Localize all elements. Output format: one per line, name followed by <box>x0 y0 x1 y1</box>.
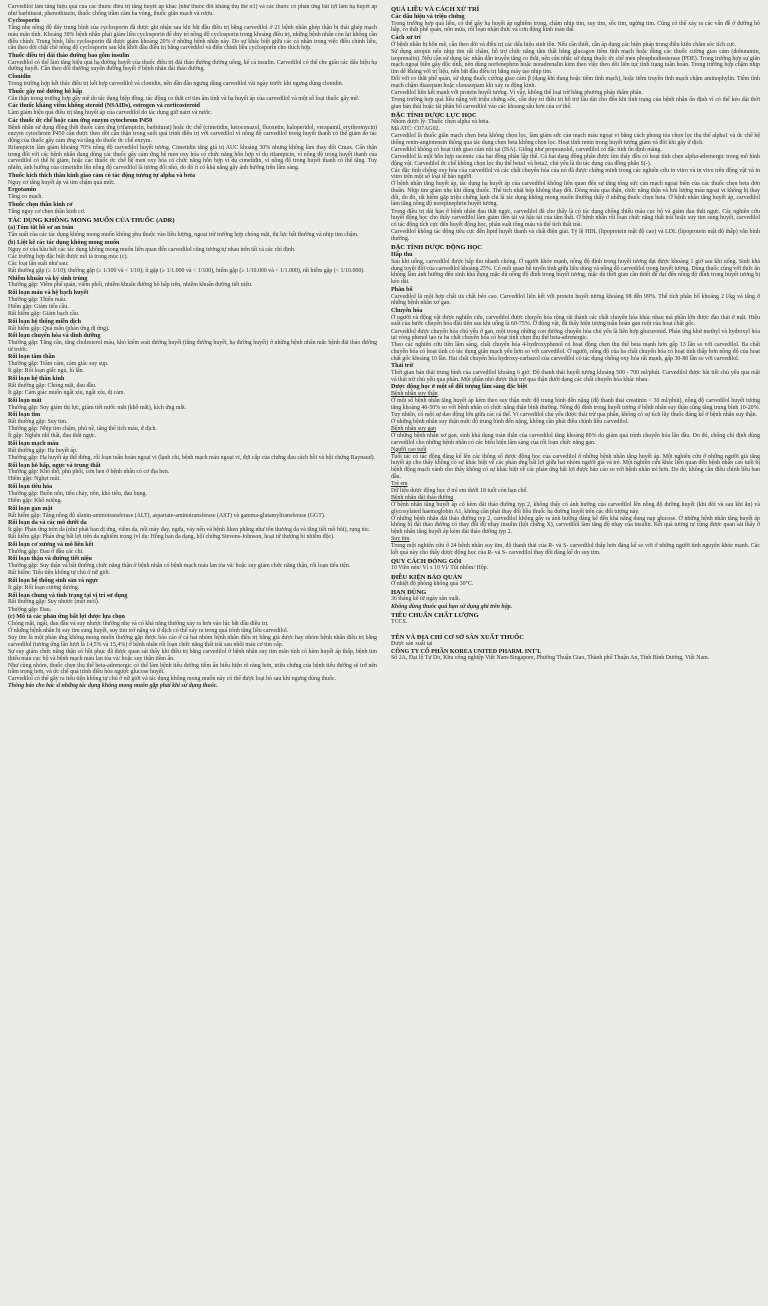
paragraph: Ở những bệnh nhân bị suy tim sung huyết, suy tim trở nặng và ứ dịch có thể xảy ra trong quá trình tăng liều carvedilol. <box>8 628 289 635</box>
paragraph: Carvedilol là một hợp chất ưa chất béo cao. Carvedilol liên kết với protein huyết tương khoảng 98 đến 99%. Thể tích phân bố khoảng 2 l/kg và tăng ở những bệnh nhân xơ gan. <box>391 293 760 307</box>
paragraph: Carvedilol được chuyển hóa chủ yếu ở gan, một trong những con đường chuyển hóa chủ yếu là liên hợp glucuronid. Phản ứng khử methyl và hydroxyl hóa tại vòng phenol tạo ra ba chất chuyển hóa có hoạt tính chẹn thụ thể beta-adrenergic. <box>391 328 760 342</box>
paragraph: Ít gặp: Rối loạn cương dương. <box>8 584 80 591</box>
paragraph: Cẩn thận trong trường hợp gây mê do tác dụng hiệp đồng, tác động co thắt cơ tim âm tính và hạ huyết áp của carvedilol và một số loại thuốc gây mê. <box>8 95 360 102</box>
subgroup-heading: Bệnh nhân đái tháo đường <box>391 494 454 501</box>
paragraph: Carvedilol liên kết mạnh với protein huyết tương. Vì vậy, không thể loại trừ bằng phương pháp thẩm phân. <box>391 89 643 96</box>
paragraph: Bệnh nhân sử dụng đồng thời thuốc cảm ứng (rifampicin, barbiturat) hoặc ức chế (cimetidin, ketoconazol, fluoxetin, haloperidol, verapamil, erythromycin) enzym cytochrom P450 cần được theo dõi cẩn thận trong suốt quá trình điều trị với carvedilol vì nồng độ carvedilol trong huyết thanh có thể giảm do tác động của thuốc gây cảm ứng và tăng do thuốc ức chế enzym. <box>8 124 377 144</box>
paragraph: Ở một số bệnh nhân tăng huyết áp kèm theo suy thận mức độ trung bình đến nặng (độ thanh thải creatinin < 30 ml/phút), nồng độ carvedilol huyết tương tăng khoảng 40-50% so với bệnh nhân có chức năng thận bình thường. Nồng độ đỉnh trong huyết tương ở bệnh nhân suy thận cũng tăng trung bình 10-20%. Tuy nhiên, có một sự dao động lớn giữa các cá thể. Vì carvedilol chủ yếu được thải trừ qua phân, không có sự tích lũy thuốc đáng kể ở bệnh nhân suy thận. <box>391 398 760 418</box>
paragraph: Ít gặp: Phản ứng trên da (như phát ban dị ứng, viêm da, nổi mày đay, ngứa, vảy nến và bệnh liken phẳng như tổn thương da và tăng tiết mồ hôi), rụng tóc. <box>8 527 371 534</box>
subsection-heading: Phân bố <box>391 286 413 293</box>
paragraph: Thường gặp: Nhịp tim chậm, phù nề, tăng thể tích máu, ứ dịch. <box>8 426 157 433</box>
subsection-heading: Thải trừ <box>391 363 414 370</box>
paragraph: Nguy cơ của hầu hết các tác dụng không mong muốn liên quan đến carvedilol cũng tương tự nhau trên tất cả các chỉ định. <box>8 246 296 253</box>
paragraph: Carvedilol là thuốc giãn mạch chẹn beta không chọn lọc, làm giảm sức cản mạch máu ngoại vi bằng cách phong tỏa chọn lọc thụ thể alpha1 và ức chế hệ thống renin-angiotensin thông qua tác dụng chẹn beta không chọn lọc. Hoạt tính renin trong huyết tương giảm và đôi khi gây ứ dịch. <box>391 133 760 146</box>
subsection-heading: Các dấu hiệu và triệu chứng <box>391 13 465 20</box>
subsection-heading: Rối loạn tiêu hóa <box>8 484 53 491</box>
subsection-heading: (b) Liệt kê các tác dụng không mong muốn <box>8 239 120 246</box>
paragraph: Hiếm gặp: Nghẹt mũi. <box>8 476 61 483</box>
subsection-heading: Nhiễm khuẩn và ký sinh trùng <box>8 275 88 282</box>
paragraph: Ít gặp: Nghẽn nhĩ thất, đau thắt ngực. <box>8 433 97 440</box>
paragraph: Như cùng nhóm, thuốc chẹn thụ thể beta-adrenergic có thể làm bệnh tiểu đường tiềm ẩn biểu hiện rõ ràng hơn, triệu chứng của bệnh tiểu đường sẽ trở nên trầm trọng hơn, và ức chế quá trình điều hòa ngược glucose huyết. <box>8 662 377 676</box>
paragraph: Ở người và động vật được nghiên cứu, carvedilol được chuyển hóa rộng rãi thành các chất chuyển hóa khác nhau mà phần lớn được đào thải ở mật. Hiệu suất của bước chuyển hóa đầu tiên sau khi uống là 60-75%. Ở động vật, đã thấy hiện tượng tuần hoàn gan ruột của hoạt chất gốc. <box>391 314 760 328</box>
section-heading: QUY CÁCH ĐÓNG GÓI <box>391 558 462 566</box>
paragraph: Nguy cơ tăng huyết áp và tim chậm quá mức. <box>8 179 116 186</box>
paragraph: Ở những bệnh nhân suy thận mức độ trung bình đến nặng, không cần phải điều chỉnh liều carvedilol. <box>391 418 629 425</box>
paragraph: Các trường hợp đặc biệt được mô tả trong mục (c). <box>8 253 128 260</box>
subsection-heading: Rối loạn máu và hệ bạch huyết <box>8 290 89 297</box>
paragraph: Ít gặp: Cảm giác muốn ngất xỉu, ngất xỉu, dị cảm. <box>8 390 125 397</box>
paragraph: Rất thường gặp: Suy nhược (mệt mỏi). <box>8 599 100 606</box>
paragraph: Thường gặp: Suy giảm thị lực, giảm tiết nước mắt (khô mắt), kích ứng mắt. <box>8 404 187 411</box>
subsection-heading: Rối loạn tim <box>8 412 41 419</box>
section-heading: ĐẶC TÍNH DƯỢC LỰC HỌC <box>391 111 477 119</box>
paragraph: Carvedilol làm tăng hiệu quả của các thuốc điều trị tăng huyết áp khác (như thuốc đối kháng thụ thể α1) và các thuốc có phản ứng bất lợi làm hạ huyết áp như barbiturat, phenothiazin, thuốc chống trầm cảm ba vòng, thuốc giãn mạch và rượu. <box>8 4 377 17</box>
paragraph: Mã ATC: C07AG02. <box>391 126 440 133</box>
paragraph: Carvedilol không tác động tiêu cực đến lipid huyết thanh và chất điện giải. Tỷ lệ HDL (lipoprotein mật độ cao) và LDL (lipoprotein mật độ thấp) vẫn bình thường. <box>391 228 760 242</box>
subsection-heading: Các thuốc ức chế hoặc cảm ứng enzym cytochrom P450 <box>8 117 153 124</box>
subsection-heading: Chuyển hóa <box>391 307 423 314</box>
subsection-heading: Cyclosporin <box>8 18 40 25</box>
paragraph: Rất hiếm gặp: Tăng nồng độ alanin-aminotransferase (ALT), aspartate-aminotransferase (AST) và gamma-glutamyltransferase (GGT). <box>8 512 326 519</box>
paragraph: Làm giảm hiệu quả điều trị tăng huyết áp của carvedilol do tác dụng giữ natri và nước. <box>8 110 213 117</box>
paragraph: Rất thường gặp: Suy tim. <box>8 419 68 426</box>
subsection-heading: Ergotamin <box>8 187 37 194</box>
section-heading: ĐẶC TÍNH DƯỢC ĐỘNG HỌC <box>391 243 483 251</box>
paragraph: Các loại tần suất như sau: <box>8 260 69 267</box>
subgroup-heading: Bệnh nhân suy thận <box>391 391 438 398</box>
subsection-heading: Rối loạn cơ xương và mô liên kết <box>8 541 94 548</box>
paragraph: Theo các nghiên cứu tiền lâm sàng, chất chuyển hóa 4-hydroxyphenol có hoạt động chẹn thụ thể beta mạnh hơn gấp 13 lần so với carvedilol. Ba chất chuyển hóa có hoạt tính có tác dụng giãn mạch yếu hơn so với carvedilol. Ở người, nồng độ của ba chất chuyển hóa có hoạt tính thấp hơn nồng độ của hoạt chất gốc khoảng 10 lần. Hai chất chuyển hóa hydroxy-carbazol của carvedilol có tác dụng chống oxy hóa rất mạnh, gấp 30-80 lần so với carvedilol. <box>391 342 760 362</box>
subsection-heading: Rối loạn mạch máu <box>8 440 59 447</box>
paragraph: Sau khi uống, carvedilol được hấp thu nhanh chóng. Ở người khỏe mạnh, nồng độ đỉnh trong huyết tương đạt được khoảng 1 giờ sau khi uống. Sinh khả dụng tuyệt đối của carvedilol khoảng 25%. Có mối quan hệ tuyến tính giữa liều dùng và nồng độ carvedilol trong huyết tương. Dùng thuốc cùng với thức ăn không làm ảnh hưởng đến sinh khả dụng mặc dù nồng độ đỉnh trong huyết tương, mặc dù thời gian cần thiết để đạt đến nồng độ đỉnh trong huyết tương bị kéo dài. <box>391 259 760 286</box>
paragraph: 36 tháng kể từ ngày sản xuất. <box>391 596 461 603</box>
paragraph: Trong điều trị dài hạn ở bệnh nhân đau thắt ngực, carvedilol đã cho thấy là có tác dụng chống thiếu máu cục bộ và giảm đau thắt ngực. Các nghiên cứu huyết động học cho thấy carvedilol làm giảm tiền tải và hậu tải của tâm thất. Ở bệnh nhân rối loạn chức năng thất trái hoặc suy tim sung huyết, carvedilol có tác động tích cực đến huyết động học, phân suất tống máu và thể tích thất trái. <box>391 208 760 228</box>
paragraph: Thường gặp: Đau ở đầu các chi. <box>8 548 84 555</box>
paragraph: Sử dụng atropin nếu nhịp tim rất chậm, hỗ trợ chức năng tâm thất bằng glucagon tiêm tĩnh mạch hoặc dùng các thuốc cường giao cảm (dobutamin, isoprenalin). Nếu cần sử dụng tác nhân dẫn truyền tăng co thắt, nên cân nhắc sử dụng thuốc ức chế men phosphodiesterase (PDE). Trong trường hợp sự giãn mạch ngoại biên gây độc tính, nên dùng norfenephrin hoặc noradrenalin kèm theo việc theo dõi liên tục tình trạng tuần hoàn. Trong trường hợp chậm nhịp tim dễ kháng với trị liệu, nên bắt đầu điều trị bằng máy tạo nhịp tim. <box>391 49 760 76</box>
paragraph: Số 2A, Đại lộ Tự Do, Khu công nghiệp Việt Nam-Singapore, Phường Thuận Giao, Thành phố Thuận An, Tỉnh Bình Dương, Việt Nam. <box>391 655 710 662</box>
subgroup-heading: Trẻ em <box>391 480 408 487</box>
paragraph: Ở nhiệt độ phòng không quá 30°C. <box>391 580 474 587</box>
subsection-heading: Rối loạn hệ thần kinh <box>8 376 65 383</box>
paragraph: Tuổi tác có tác động đáng kể lên các thông số dược động học của carvedilol ở những bệnh nhân tăng huyết áp. Một nghiên cứu ở những người già tăng huyết áp cho thấy không có sự khác biệt về các phản ứng bất lợi giữa hai nhóm người già và trẻ. Một nghiên cứu khác liên quan đến bệnh nhân cao tuổi bị bệnh động mạch vành cho thấy không có sự khác biệt về các phản ứng bất lợi được báo cáo so với bệnh nhân trẻ hơn. Do đó, không cần điều chỉnh liều ban đầu. <box>391 453 760 480</box>
paragraph: Dữ liệu dược động học ở trẻ em dưới 18 tuổi còn hạn chế. <box>391 487 528 494</box>
paragraph: Carvedilol không có hoạt tính giao cảm nội tại (ISA). Giống như propranolol, carvedilol có đặc tính ổn định màng. <box>391 146 662 153</box>
paragraph: Thường gặp: Trầm cảm, cảm giác suy sụp. <box>8 361 109 368</box>
paragraph: Trong một nghiên cứu ở 24 bệnh nhân suy tim, độ thanh thải của R- và S- carvedilol thấp hơn đáng kể so với ở những người tình nguyện khỏe mạnh. Các kết quả này cho thấy dược động học của R- và S- carvedilol thay đổi đáng kể do suy tim. <box>391 543 760 556</box>
subsection-heading: Rối loạn hô hấp, ngực và trung thất <box>8 462 101 469</box>
paragraph: Sự suy giảm chức năng thận có hồi phục đã được quan sát thấy khi điều trị bằng carvedilol ở bệnh nhân suy tim mãn tính có kèm huyết áp thấp, bệnh tim thiếu máu cục bộ và bệnh mạch máu lan tỏa và/ hoặc suy thận tiềm ẩn. <box>8 648 377 662</box>
paragraph: Rất thường gặp: Hạ huyết áp. <box>8 447 78 454</box>
subsection-heading: Rối loạn hệ thống miễn dịch <box>8 318 81 325</box>
paragraph: Rất hiếm gặp: Phản ứng bất lợi trên da nghiêm trọng (ví dụ: Hồng ban đa dạng, hội chứng Stevens-Johnson, hoại tử thượng bì nhiễm độc). <box>8 534 335 541</box>
paragraph: Rất hiếm: Tiểu tiện không tự chủ ở nữ giới. <box>8 570 111 577</box>
subsection-heading: Các thuốc kháng viêm không steroid (NSAIDs), estrogen và corticosteroid <box>8 103 200 110</box>
paragraph: Carvedilol có thể gây ra tiểu tiện không tự chủ ở nữ giới và tác dụng không mong muốn này có thể được loại bỏ sau khi ngưng dùng thuốc. <box>8 676 337 683</box>
paragraph: Ở bệnh nhân tăng huyết áp có kèm đái tháo đường typ 2, không thấy có ảnh hưởng của carvedilol lên nồng độ đường huyết (khi đói và sau khi ăn) và glycosylated haemoglobin A1, không cần phải thay đổi liều thuốc hạ đường huyết trên các đối tượng này. <box>391 502 760 515</box>
paragraph: Đối với co thắt phế quản, sử dụng thuốc cường giao cảm β (dạng khí dung hoặc tiêm tĩnh mạch), hoặc tiêm truyền tĩnh mạch chậm aminophylin. Tiêm tĩnh mạch chậm diazepam hoặc clonazepam khi xảy ra động kinh. <box>391 76 760 89</box>
section-heading: TIÊU CHUẨN CHẤT LƯỢNG <box>391 611 479 619</box>
paragraph: Thường gặp: Suy thận và bất thường chức năng thận ở bệnh nhân có bệnh mạch máu lan tỏa và/ hoặc suy giảm chức năng thận, rối loạn tiểu tiện. <box>8 563 351 570</box>
subsection-heading: Rối loạn thận và đường tiết niệu <box>8 556 92 563</box>
subsection-heading: (a) Tóm tắt hồ sơ an toàn <box>8 225 74 232</box>
subsection-heading: Rối loạn gan mật <box>8 505 53 512</box>
subgroup-heading: Bệnh nhân suy gan <box>391 425 436 432</box>
paragraph: Thường gặp: Tăng cân, tăng cholesterol máu, khó kiểm soát đường huyết (tăng đường huyết, hạ đường huyết) ở những bệnh nhân mắc bệnh đái tháo đường từ trước. <box>8 340 377 353</box>
subsection-heading: Thuốc gây mê đường hô hấp <box>8 88 83 95</box>
subsection-heading: (c) Mô tả các phản ứng bất lợi được lựa chọn <box>8 614 125 621</box>
paragraph: Thường gặp: Buồn nôn, tiêu chảy, nôn, khó tiêu, đau bụng. <box>8 491 147 498</box>
paragraph: Thường gặp: Viêm phế quản, viêm phổi, nhiễm khuẩn đường hô hấp trên, nhiễm khuẩn đường tiết niệu. <box>8 282 253 289</box>
paragraph: Carvedilol là một hỗn hợp racemic của hai đồng phân lập thể. Cả hai dạng đồng phân được tìm thấy đều có hoạt tính chẹn alpha-adrenergic trong mô hình động vật. Carvedilol ức chế không chọn lọc thụ thể beta1 và beta2, chủ yếu là do tác dụng của đồng phân S(-). <box>391 153 760 167</box>
paragraph: Thường gặp: Đau. <box>8 606 52 613</box>
subsection-heading: Thuốc điều trị đái tháo đường bao gồm insulin <box>8 52 130 59</box>
paragraph: Rất hiếm gặp: Giảm bạch cầu. <box>8 311 80 318</box>
paragraph: Suy tim là một phản ứng không mong muốn thường gặp được báo cáo ở cả hai nhóm bệnh nhân điều trị bằng giả dược hay nhóm bệnh nhân điều trị bằng carvedilol (tương ứng lần lượt là 14,5% và 15,4%) ở bệnh nhân rối loạn chức năng thất trái sau nhồi máu cơ tim cấp. <box>8 635 377 648</box>
left-column <box>8 4 377 1300</box>
subsection-heading: Rối loạn hệ thống sinh sản và ngực <box>8 578 99 585</box>
paragraph: Các đặc tính chống oxy hóa của carvedilol và các chất chuyển hóa của nó đã được chứng minh trong các nghiên cứu in vitro và in vivo trên động vật và in vitro trên một số loại tế bào người. <box>391 167 760 181</box>
paragraph: Thời gian bán thải trung bình của carvedilol khoảng 6 giờ. Độ thanh thải huyết tương khoảng 500 - 700 ml/phút. Carvedilol được bài tiết chủ yếu qua mật và thải trừ chủ yếu qua phân. Một phần nhỏ được thải trừ qua thận dưới dạng các chất chuyển hóa khác nhau. <box>391 370 760 383</box>
paragraph: Trong trường hợp quá liều, có thể gây hạ huyết áp nghiêm trọng, chậm nhịp tim, suy tim, sốc tim, ngừng tim. Cũng có thể xảy ra các vấn đề ở đường hô hấp, co thắt phế quản, nôn mửa, rối loạn nhận thức và cơn động kinh toàn thể. <box>391 20 760 34</box>
section-heading: QUÁ LIỀU VÀ CÁCH XỬ TRÍ <box>391 5 480 13</box>
paragraph: Rất hiếm gặp: Quá mẫn (phản ứng dị ứng). <box>8 325 110 332</box>
paragraph: Ở bệnh nhân bị hôn mê, cần theo dõi và điều trị các dấu hiệu sinh tồn. Nếu cần thiết, cần áp dụng các biện pháp trong điều kiện chăm sóc tích cực. <box>391 41 737 48</box>
paragraph: Chóng mặt, ngất, đau đầu và suy nhược thường nhẹ và có khả năng thường xảy ra hơn vào lúc bắt đầu điều trị. <box>8 621 269 628</box>
paragraph: Được sản xuất tại <box>391 640 433 647</box>
subsection-heading: CÔNG TY CỔ PHẦN KOREA UNITED PHARM. INT'L <box>391 648 542 655</box>
right-column <box>391 4 760 1300</box>
paragraph: Hiếm gặp: Giảm tiểu cầu. <box>8 303 69 310</box>
paragraph: Tăng nguy cơ chẹn thần kinh cơ. <box>8 208 86 215</box>
paragraph: TCCS. <box>391 619 408 626</box>
paragraph: Thường gặp: Hạ huyết áp thế đứng, rối loạn tuần hoàn ngoại vi (lạnh chi, bệnh mạch máu ngoại vi, đợt cấp của chứng đau cách hồi và hội chứng Raynaud). <box>8 454 376 461</box>
subsection-heading: Cách xử trí <box>391 35 421 42</box>
paragraph: Hiếm gặp: Khô miệng. <box>8 498 62 505</box>
subgroup-heading: Suy tim <box>391 536 410 543</box>
paragraph: Ít gặp: Rối loạn giấc ngủ, lú lẫn. <box>8 368 85 375</box>
subsection-heading: Thuốc chẹn thần kinh cơ <box>8 201 73 208</box>
subsection-heading: Rối loạn mắt <box>8 397 42 404</box>
paragraph: Trong trường hợp quá liều nặng với triệu chứng sốc, cần duy trì điều trị hỗ trợ lâu dài cho đến khi tình trạng của bệnh nhân ổn định vì có thể kéo dài thời gian bán thải hoặc tái phân bố carvedilol vào các khoang sâu hơn của cơ thể. <box>391 96 760 110</box>
paragraph: Ở bệnh nhân tăng huyết áp, tác dụng hạ huyết áp của carvedilol không liên quan đến sự tăng tổng sức cản mạch ngoại biên của các thuốc chẹn beta đơn thuần. Nhịp tim giảm nhẹ khi dùng thuốc. Thể tích nhát bóp không thay đổi. Dòng máu qua thận, chức năng thận và lưu lượng máu ngoại vi không bị thay đổi, do đó, rất hiếm gặp triệu chứng lạnh chi là tác dụng không mong muốn thường thấy ở những thuốc chẹn beta. Ở bệnh nhân tăng huyết áp, carvedilol làm tăng nồng độ norepinephrin huyết tương. <box>391 181 760 208</box>
paragraph: Rất thường gặp (≥ 1/10); thường gặp (≥ 1/100 và < 1/10); ít gặp (≥ 1/1.000 và < 1/100), hiếm gặp (≥ 1/10.000 và < 1/1.000), rất hiếm gặp (< 1/10.000). <box>8 267 365 274</box>
paragraph: Tăng nhẹ nồng độ đáy trung bình của cyclosporin đã được ghi nhận sau khi bắt đầu điều trị bằng carvedilol ở 21 bệnh nhân ghép thận bị thải ghép mạch máu mãn tính. Khoảng 30% bệnh nhân phải giảm liều cyclosporin để duy trì nồng độ cyclosporin trong khoảng điều trị, những bệnh nhân còn lại không cần điều chỉnh. Trung bình, liều cyclosporin đã được giảm khoảng 20% ở những bệnh nhân này. Do sự khác biệt giữa các cá nhân trong việc điều chỉnh liều, cần theo dõi chặt chẽ nồng độ cyclosporin sau khi khởi đầu điều trị bằng carvedilol và điều chỉnh liều cyclosporin cho thích hợp. <box>8 25 377 52</box>
section-heading: TÊN VÀ ĐỊA CHỈ CƠ SỞ SẢN XUẤT THUỐC <box>391 633 524 641</box>
paragraph: Rất thường gặp: Chóng mặt, đau đầu. <box>8 382 97 389</box>
section-heading: HẠN DÙNG <box>391 589 427 597</box>
paragraph: Thường gặp: Khó thở, phù phổi, cơn hen ở bệnh nhân có cơ địa hen. <box>8 469 170 476</box>
paragraph: Ở những bệnh nhân đái tháo đường typ 2, carvedilol không gây ra ảnh hưởng đáng kể đến khả năng dung nạp glucose. Ở những bệnh nhân tăng huyết áp không bị đái tháo đường có thay đổi độ nhạy insulin (hội chứng X), carvedilol làm tăng độ nhạy của insulin. Kết quả tương tự cũng được quan sát thấy ở bệnh nhân tăng huyết áp kèm đái tháo đường typ 2. <box>391 515 760 536</box>
subsection-heading: Rối loạn chung và tình trạng tại vị trí sử dụng <box>8 592 128 599</box>
subgroup-heading: Người cao tuổi <box>391 446 427 453</box>
subsection-heading: Rối loạn chuyển hóa và dinh dưỡng <box>8 333 101 340</box>
subsection-heading: Rối loạn tâm thần <box>8 354 55 361</box>
paragraph: Tần suất của các tác dụng không mong muốn không phụ thuộc vào liều lượng, ngoại trừ trường hợp chóng mặt, thị lực bất thường và nhịp tim chậm. <box>8 232 359 239</box>
section-heading: TÁC DỤNG KHÔNG MONG MUỐN CỦA THUỐC (ADR) <box>8 216 175 224</box>
emphasis-note: Không dùng thuốc quá hạn sử dụng ghi trên hộp. <box>391 603 513 610</box>
paragraph: Carvedilol có thể làm tăng hiệu quả hạ đường huyết của thuốc điều trị đái tháo đường đường uống, kể cả insulin. Carvedilol có thể che giấu các dấu hiệu hạ đường huyết. Cần theo dõi thường xuyên đường huyết ở bệnh nhân đái tháo đường. <box>8 59 377 73</box>
subsection-heading: Dược động học ở một số đối tượng lâm sàng đặc biệt <box>391 384 528 391</box>
section-heading: ĐIỀU KIỆN BẢO QUẢN <box>391 573 462 581</box>
paragraph: Nhóm dược lý: Thuốc chẹn alpha và beta. <box>391 119 490 126</box>
subsection-heading: Thuốc kích thích thần kinh giao cảm có tác động tương tự alpha và beta <box>8 172 196 179</box>
emphasis-note: Thông báo cho bác sĩ những tác dụng không mong muốn gặp phải khi sử dụng thuốc. <box>8 683 218 690</box>
spacer <box>391 626 760 632</box>
paragraph: Ở những bệnh nhân xơ gan, sinh khả dụng toàn thân của carvedilol tăng khoảng 80% do giảm quá trình chuyển hóa lần đầu. Do đó, chống chỉ định dùng carvedilol cho những bệnh nhân có các biểu hiện lâm sàng của rối loạn chức năng gan. <box>391 432 760 446</box>
subsection-heading: Clonidin <box>8 74 31 81</box>
paragraph: Trong trường hợp kết thúc điều trị kết hợp carvedilol và clonidin, nên dần dần ngưng dùng carvedilol vài ngày trước khi ngưng dùng clonidin. <box>8 81 344 87</box>
paragraph: Thường gặp: Thiếu máu. <box>8 296 67 303</box>
paragraph: 10 Viên nén/ Vỉ x 10 Vỉ/ Túi nhôm/ Hộp. <box>391 565 489 572</box>
subsection-heading: Hấp thu <box>391 252 413 259</box>
subsection-heading: Rối loạn da và các mô dưới da <box>8 520 87 527</box>
paragraph: Rifampicin làm giảm khoảng 70% nồng độ carvedilol huyết tương. Cimetidin tăng giá trị AUC khoảng 30% nhưng không làm thay đổi Cmax. Cẩn thận trong đối với các bệnh nhân đang dùng các thuốc gây cảm ứng hệ men oxy hóa có chức năng hỗn hợp ví dụ rifampicin, vì nồng độ trong huyết thanh của carvedilol có thể bị giảm, hoặc các thuốc ức chế hệ men oxy hóa có chức năng hỗn hợp ví dụ cimetidin, vì nồng độ trong huyết thanh có thể tăng. Tuy nhiên, ảnh hưởng của cimetidin lên nồng độ carvedilol là tương đối nhỏ, do đó ít có khả năng gây ảnh hưởng trên lâm sàng. <box>8 145 377 172</box>
paragraph: Tăng co mạch. <box>8 194 43 201</box>
